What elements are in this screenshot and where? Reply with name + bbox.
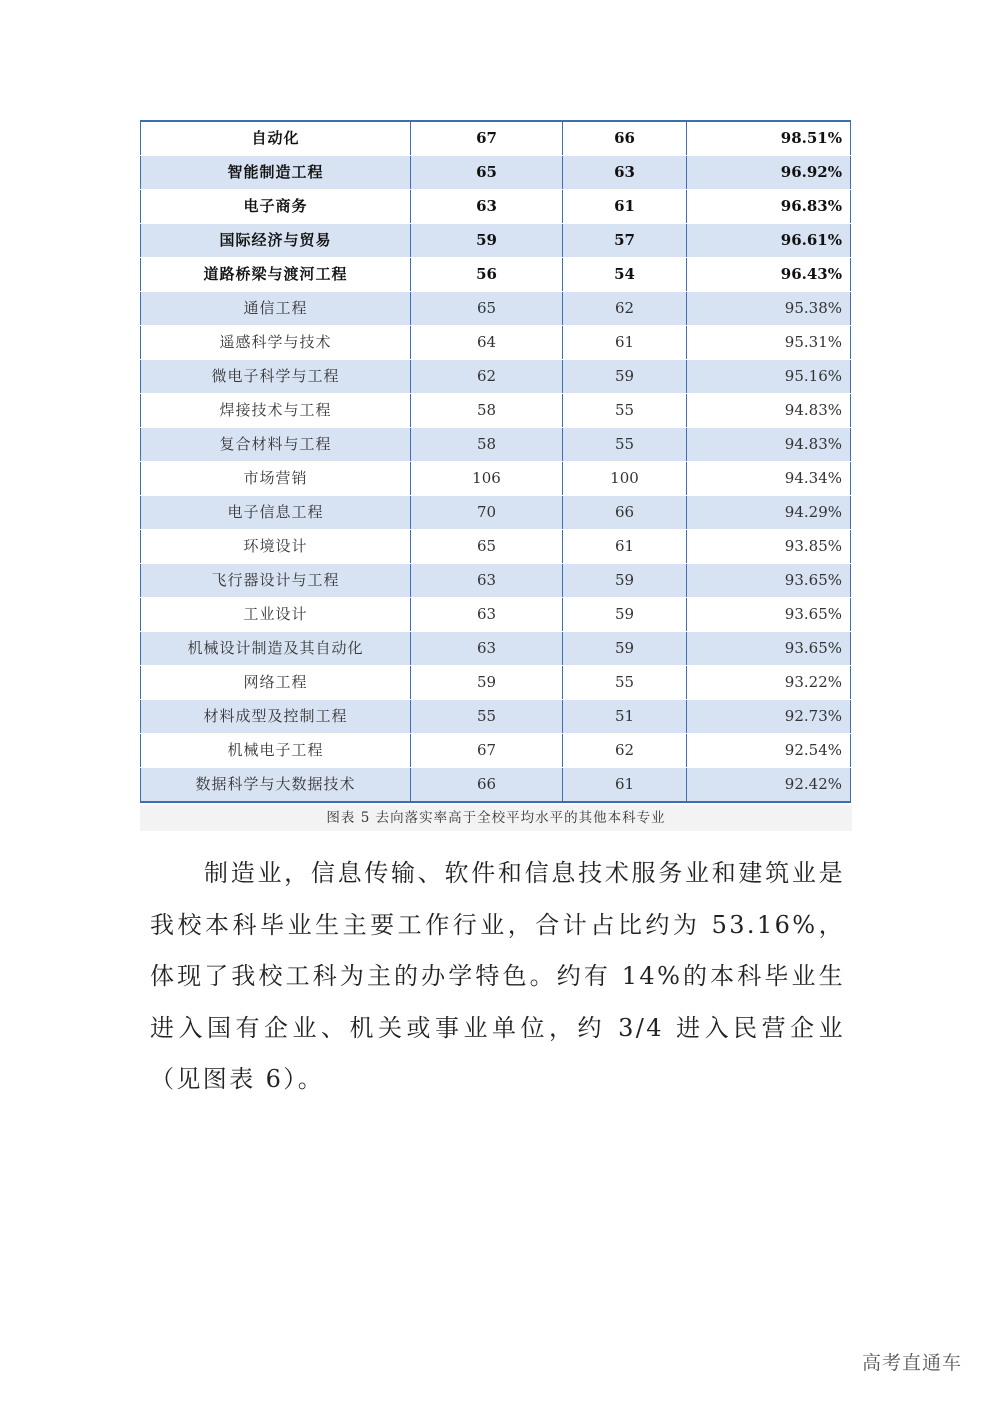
major-name-cell: 道路桥梁与渡河工程 — [141, 258, 411, 292]
count-placed-cell: 59 — [563, 360, 687, 394]
table-row — [141, 734, 851, 768]
major-name-cell: 通信工程 — [141, 292, 411, 326]
major-name-cell: 环境设计 — [141, 530, 411, 564]
major-name-cell: 机械设计制造及其自动化 — [141, 632, 411, 666]
table-row — [141, 190, 851, 224]
placement-rate-cell: 92.42% — [687, 768, 851, 803]
count-total-cell: 58 — [411, 428, 563, 462]
major-name-cell: 微电子科学与工程 — [141, 360, 411, 394]
count-total-cell: 70 — [411, 496, 563, 530]
watermark-text: 高考直通车 — [861, 1352, 962, 1374]
count-total-cell: 63 — [411, 190, 563, 224]
count-total-cell: 59 — [411, 666, 563, 700]
placement-rate-cell: 93.65% — [687, 598, 851, 632]
major-name-cell: 网络工程 — [141, 666, 411, 700]
count-placed-cell: 59 — [563, 598, 687, 632]
major-name-cell: 智能制造工程 — [141, 156, 411, 190]
count-total-cell: 63 — [411, 564, 563, 598]
count-placed-cell: 66 — [563, 496, 687, 530]
placement-rate-cell: 92.73% — [687, 700, 851, 734]
count-placed-cell: 54 — [563, 258, 687, 292]
table-row — [141, 530, 851, 564]
count-total-cell: 67 — [411, 734, 563, 768]
count-placed-cell: 61 — [563, 326, 687, 360]
major-name-cell: 数据科学与大数据技术 — [141, 768, 411, 803]
placement-rate-cell: 92.54% — [687, 734, 851, 768]
count-placed-cell: 62 — [563, 292, 687, 326]
major-name-cell: 自动化 — [141, 121, 411, 156]
count-total-cell: 58 — [411, 394, 563, 428]
major-name-cell: 机械电子工程 — [141, 734, 411, 768]
major-name-cell: 飞行器设计与工程 — [141, 564, 411, 598]
major-name-cell: 焊接技术与工程 — [141, 394, 411, 428]
placement-rate-cell: 96.92% — [687, 156, 851, 190]
count-total-cell: 106 — [411, 462, 563, 496]
count-placed-cell: 51 — [563, 700, 687, 734]
major-name-cell: 工业设计 — [141, 598, 411, 632]
major-name-cell: 市场营销 — [141, 462, 411, 496]
count-placed-cell: 55 — [563, 666, 687, 700]
count-total-cell: 59 — [411, 224, 563, 258]
placement-rate-cell: 96.61% — [687, 224, 851, 258]
table-row — [141, 224, 851, 258]
count-placed-cell: 59 — [563, 564, 687, 598]
placement-rate-cell: 94.83% — [687, 394, 851, 428]
placement-rate-cell: 93.65% — [687, 564, 851, 598]
major-name-cell: 国际经济与贸易 — [141, 224, 411, 258]
table-row — [141, 700, 851, 734]
count-placed-cell: 61 — [563, 768, 687, 803]
count-total-cell: 55 — [411, 700, 563, 734]
placement-rate-cell: 95.16% — [687, 360, 851, 394]
placement-rate-cell: 95.38% — [687, 292, 851, 326]
data-table — [140, 120, 851, 803]
placement-rate-cell: 96.43% — [687, 258, 851, 292]
placement-rate-cell: 95.31% — [687, 326, 851, 360]
table-row — [141, 666, 851, 700]
count-placed-cell: 61 — [563, 190, 687, 224]
table-row — [141, 394, 851, 428]
count-placed-cell: 61 — [563, 530, 687, 564]
count-total-cell: 65 — [411, 292, 563, 326]
table-row — [141, 258, 851, 292]
placement-rate-cell: 98.51% — [687, 121, 851, 156]
major-name-cell: 电子商务 — [141, 190, 411, 224]
table-row — [141, 768, 851, 803]
table-row — [141, 496, 851, 530]
count-placed-cell: 57 — [563, 224, 687, 258]
table-row — [141, 292, 851, 326]
placement-rate-cell: 94.83% — [687, 428, 851, 462]
count-placed-cell: 63 — [563, 156, 687, 190]
table-row — [141, 121, 851, 156]
major-name-cell: 电子信息工程 — [141, 496, 411, 530]
major-name-cell: 材料成型及控制工程 — [141, 700, 411, 734]
count-total-cell: 65 — [411, 156, 563, 190]
placement-rate-cell: 94.34% — [687, 462, 851, 496]
count-total-cell: 56 — [411, 258, 563, 292]
major-name-cell: 复合材料与工程 — [141, 428, 411, 462]
count-total-cell: 62 — [411, 360, 563, 394]
table-row — [141, 156, 851, 190]
table-row — [141, 598, 851, 632]
count-total-cell: 66 — [411, 768, 563, 803]
count-total-cell: 67 — [411, 121, 563, 156]
count-placed-cell: 100 — [563, 462, 687, 496]
count-placed-cell: 55 — [563, 428, 687, 462]
table-row — [141, 462, 851, 496]
body-paragraph: 制造业，信息传输、软件和信息技术服务业和建筑业是我校本科毕业生主要工作行业，合计占比约为 53.16%，体现了我校工科为主的办学特色。约有 14%的本科毕业生进入国有企业、机关或事业单位，约 3/4 进入民营企业（见图表 6）。 — [150, 859, 845, 1093]
table-caption: 图表 5 去向落实率高于全校平均水平的其他本科专业 — [140, 805, 852, 831]
table-row — [141, 326, 851, 360]
table-row — [141, 360, 851, 394]
placement-rate-cell: 93.85% — [687, 530, 851, 564]
count-total-cell: 63 — [411, 632, 563, 666]
count-placed-cell: 66 — [563, 121, 687, 156]
count-placed-cell: 59 — [563, 632, 687, 666]
count-total-cell: 64 — [411, 326, 563, 360]
placement-rate-cell: 93.65% — [687, 632, 851, 666]
table-body — [141, 121, 851, 802]
placement-rate-cell: 96.83% — [687, 190, 851, 224]
count-total-cell: 65 — [411, 530, 563, 564]
count-total-cell: 63 — [411, 598, 563, 632]
major-placement-table — [140, 120, 852, 803]
major-name-cell: 遥感科学与技术 — [141, 326, 411, 360]
placement-rate-cell: 93.22% — [687, 666, 851, 700]
table-row — [141, 632, 851, 666]
count-placed-cell: 55 — [563, 394, 687, 428]
count-placed-cell: 62 — [563, 734, 687, 768]
table-row — [141, 564, 851, 598]
placement-rate-cell: 94.29% — [687, 496, 851, 530]
table-row — [141, 428, 851, 462]
